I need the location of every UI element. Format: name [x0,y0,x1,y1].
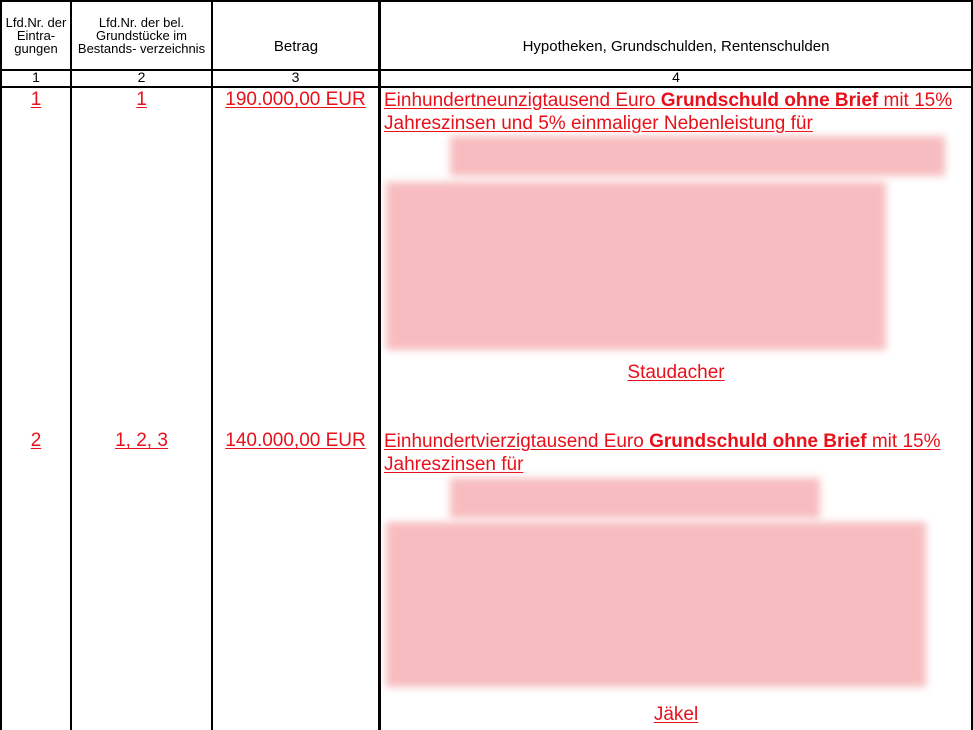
entry-1-parcels: 1 [136,89,147,110]
entry-2-signature: Jäkel [653,704,699,725]
header-col-parcels [74,2,209,68]
entry-1-redacted-block-a [450,136,945,176]
colnum-1: 1 [32,69,40,85]
entry-1-amount: 190.000,00 EUR [225,89,366,110]
header-col-entry-number [4,2,68,68]
entry-1-redacted-block-b [386,182,886,350]
entry-2-redacted-block-a [450,478,820,518]
colnum-2: 2 [137,69,146,85]
colnum-4: 4 [672,69,680,85]
entry-1-signature: Staudacher [627,362,725,383]
entry-2-parcels: 1, 2, 3 [115,430,168,451]
header-col3-label: Betrag [273,37,319,55]
entry-2-description [384,430,968,476]
entry-1-description [384,89,968,135]
entry-2-text-post: mit 15% Jahreszinsen für [384,431,941,475]
header-col1-label: Lfd.Nr. der Eintra- gungen [5,14,67,56]
entry-1-text-bold: Grundschuld ohne Brief [660,90,879,111]
entry-1-number: 1 [30,89,42,110]
header-col2-label: Lfd.Nr. der bel. Grundstücke im Bestands- verzeichnis [77,14,206,56]
entry-2-redacted-block-b [386,522,926,687]
header-col4-label: Hypotheken, Grundschulden, Rentenschulden [522,37,830,55]
entry-1-text-pre: Einhundertneunzigtausend Euro [384,90,661,111]
entry-1-text-post: mit 15% Jahreszinsen und 5% einmaliger Nebenleistung für [384,90,953,134]
entry-2-text-bold: Grundschuld ohne Brief [649,431,867,452]
entry-2-number: 2 [30,430,42,451]
entry-2-amount: 140.000,00 EUR [225,430,366,451]
entry-2-text-pre: Einhundertvierzigtausend Euro [384,431,650,452]
colnum-3: 3 [291,69,300,85]
